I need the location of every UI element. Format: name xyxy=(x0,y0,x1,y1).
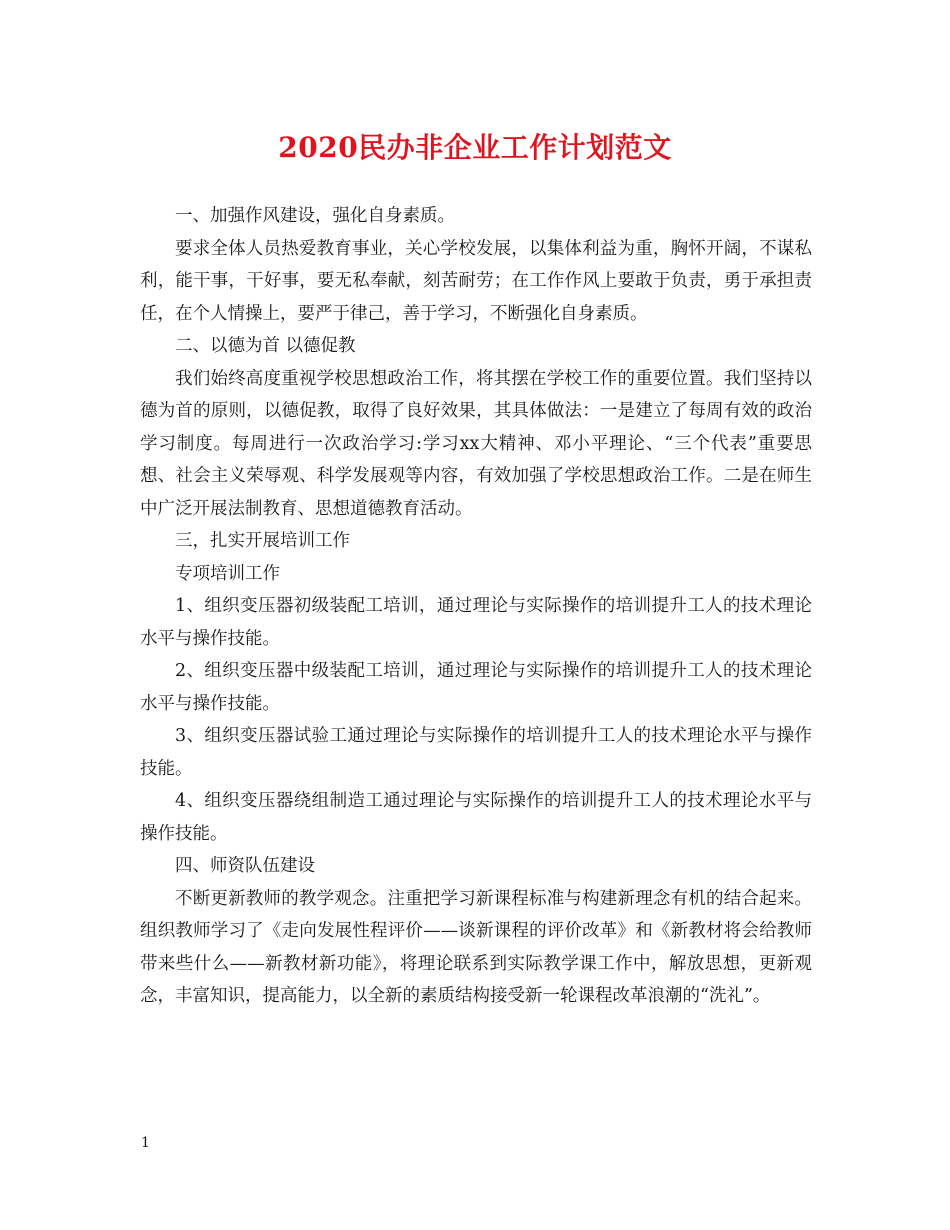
section-heading-2: 二、以德为首 以德促教 xyxy=(175,336,356,356)
document-body xyxy=(140,200,812,1013)
list-item: 3、组织变压器试验工通过理论与实际操作的培训提升工人的技术理论水平与操作技能。 xyxy=(140,726,812,779)
subheading: 专项培训工作 xyxy=(175,563,280,584)
page-number: 1 xyxy=(141,1135,150,1151)
list-item: 1、组织变压器初级装配工培训，通过理论与实际操作的培训提升工人的技术理论水平与操作技能。 xyxy=(140,596,812,649)
list-item: 4、组织变压器绕组制造工通过理论与实际操作的培训提升工人的技术理论水平与操作技能。 xyxy=(140,791,812,844)
list-item: 2、组织变压器中级装配工培训，通过理论与实际操作的培训提升工人的技术理论水平与操作技能。 xyxy=(140,661,812,714)
section-heading-3: 三，扎实开展培训工作 xyxy=(175,531,350,551)
section-heading-1: 一、加强作风建设，强化自身素质。 xyxy=(175,206,455,226)
document-title: 2020民办非企业工作计划范文 xyxy=(278,131,672,164)
section-heading-4: 四、师资队伍建设 xyxy=(175,856,315,876)
paragraph: 要求全体人员热爱教育事业，关心学校发展，以集体利益为重，胸怀开阔，不谋私利，能干事，干好事，要无私奉献，刻苦耐劳；在工作作风上要敢于负责，勇于承担责任，在个人情操上，要严于律己，善于学习，不断强化自身素质。 xyxy=(140,238,812,324)
paragraph: 我们始终高度重视学校思想政治工作，将其摆在学校工作的重要位置。我们坚持以德为首的原则，以德促教，取得了良好效果，其具体做法：一是建立了每周有效的政治学习制度。每周进行一次政治学习:学习xx大精神、邓小平理论、“三个代表”重要思想、社会主义荣辱观、科学发展观等内容，有效加强了学校思想政治工作。二是在师生中广泛开展法制教育、思想道德教育活动。 xyxy=(140,368,812,519)
paragraph: 不断更新教师的教学观念。注重把学习新课程标准与构建新理念有机的结合起来。组织教师学习了《走向发展性程评价——谈新课程的评价改革》和《新教材将会给教师带来些什么——新教材新功能》，将理论联系到实际教学课工作中，解放思想，更新观念，丰富知识，提高能力，以全新的素质结构接受新一轮课程改革浪潮的“洗礼”。 xyxy=(140,888,812,1006)
